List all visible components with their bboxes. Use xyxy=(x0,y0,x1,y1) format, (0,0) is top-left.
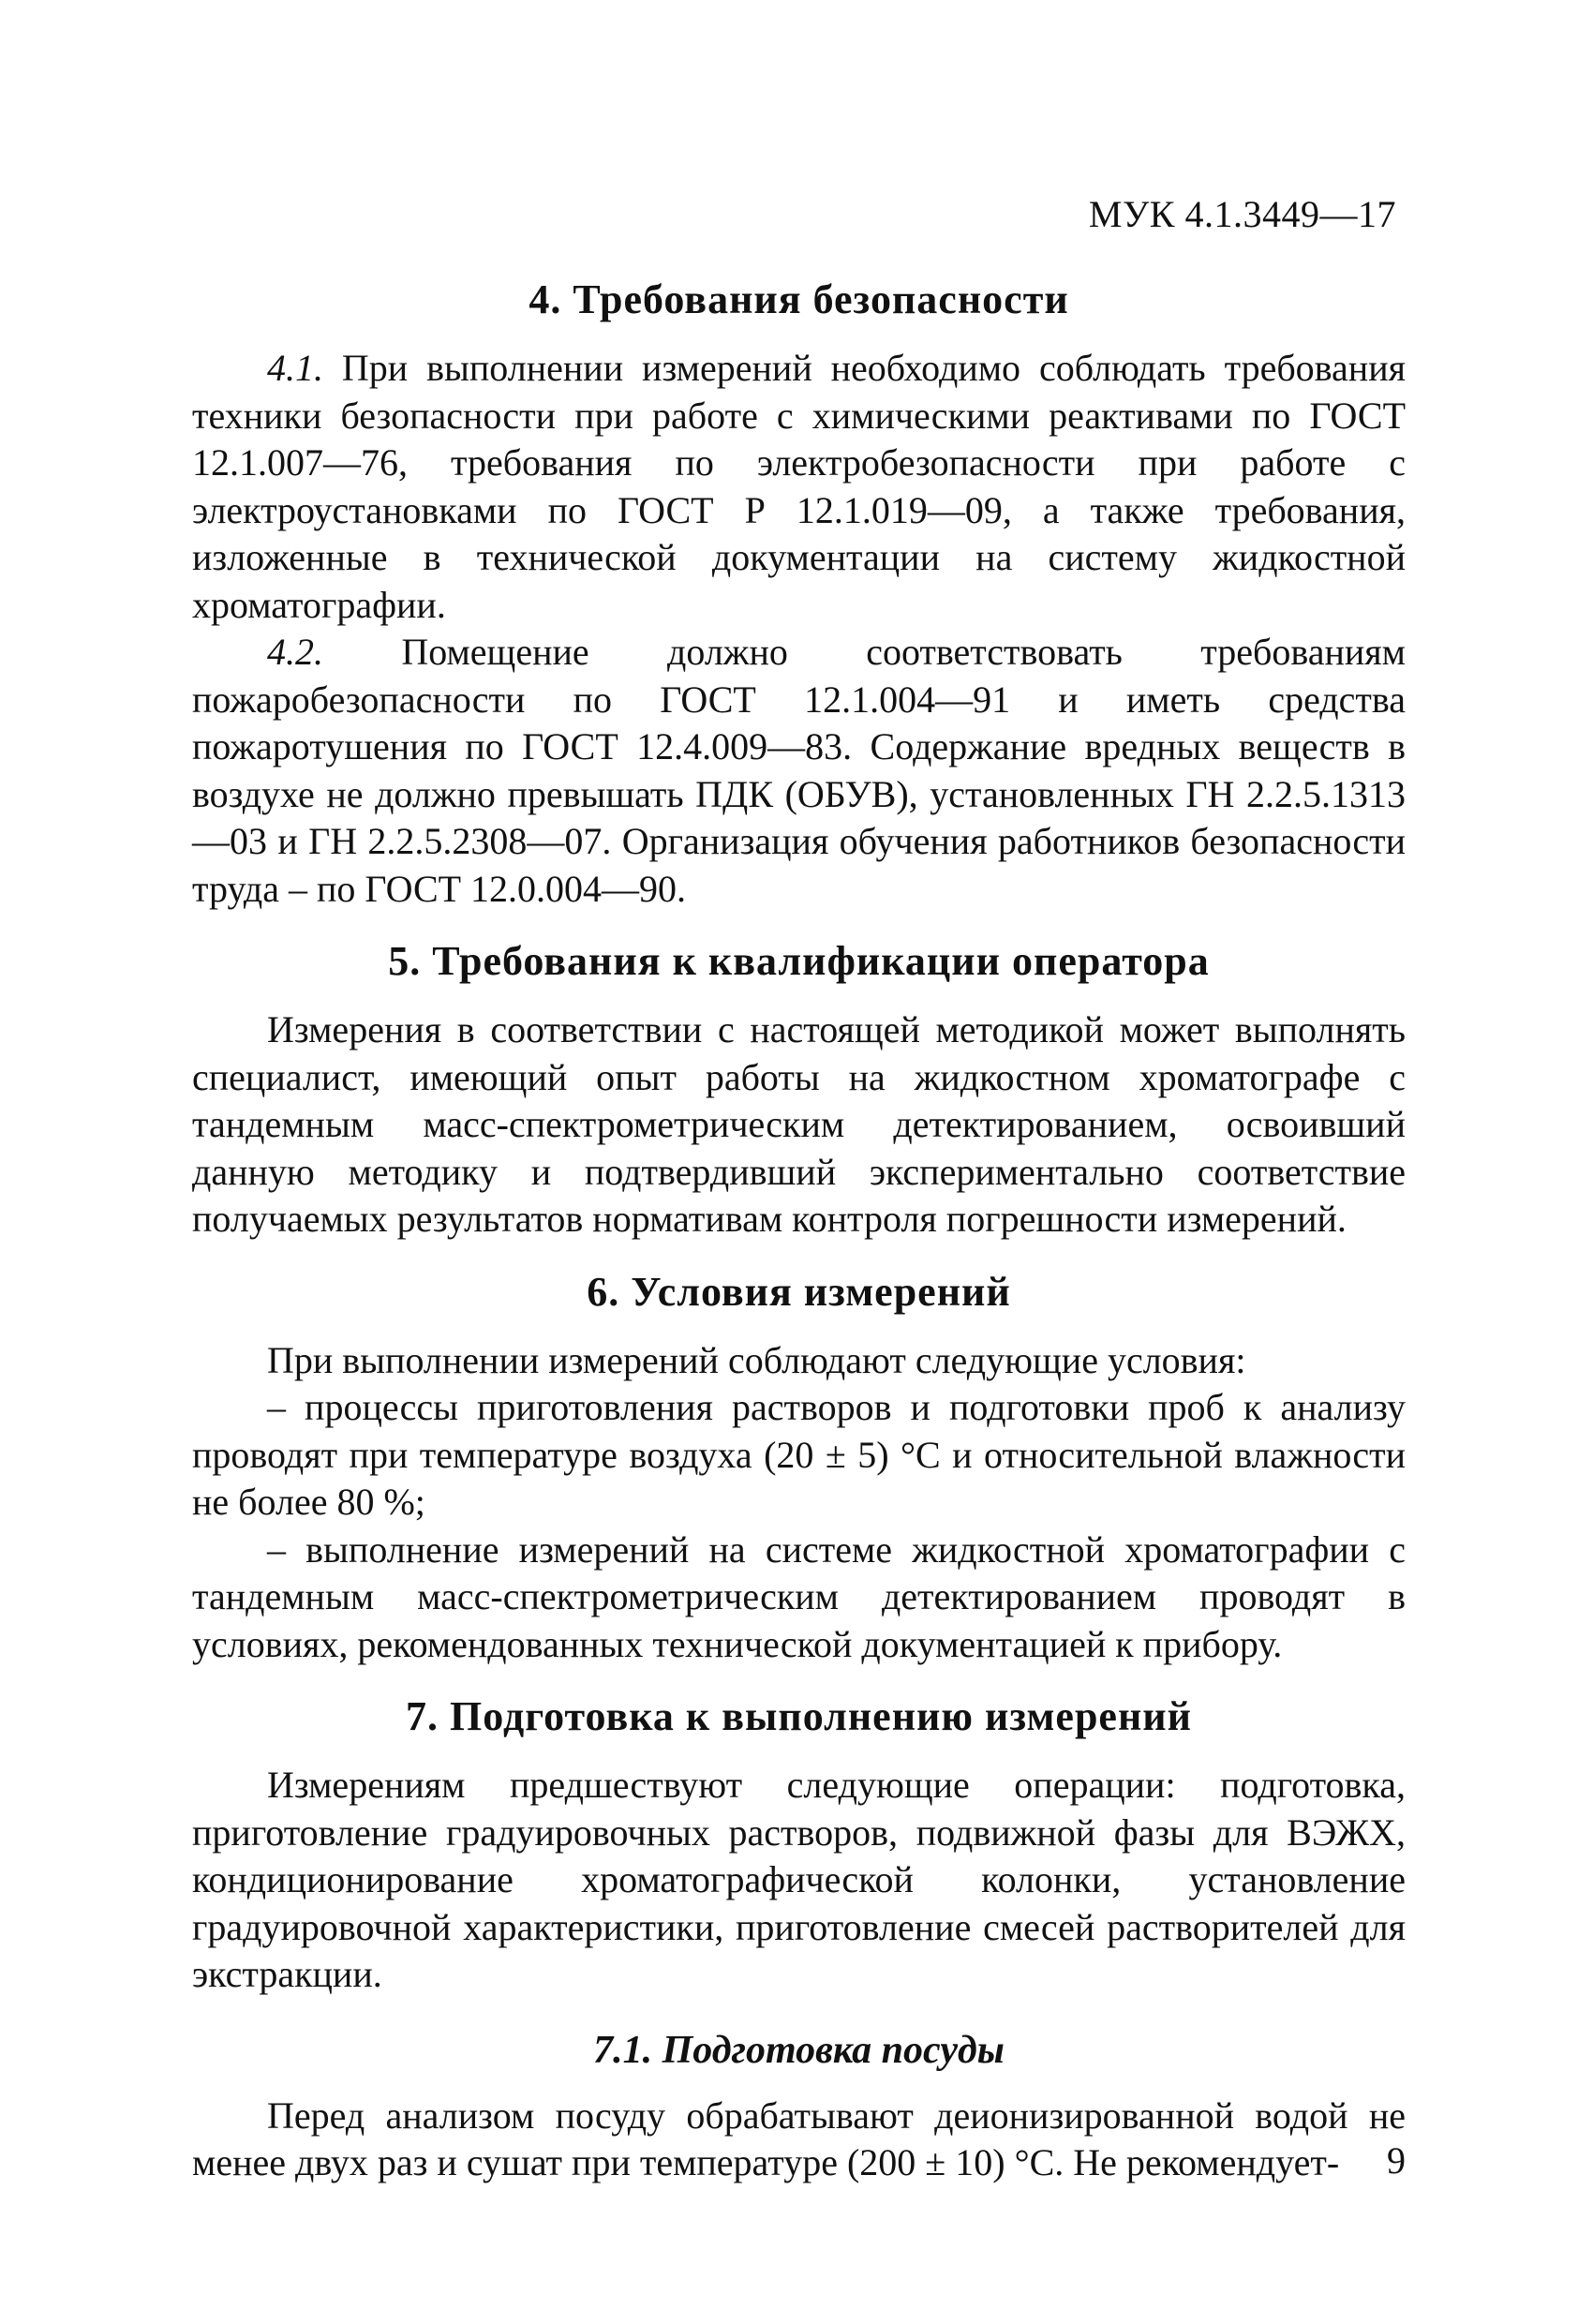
section-7-title: 7. Подготовка к выполнению измерений xyxy=(406,1693,1192,1739)
page-number: 9 xyxy=(1387,2139,1406,2182)
section-6-condition-2: – выполнение измерений на системе жидкостной хроматографии с тандемным масс-спектрометрическим детектированием проводят в условиях, рекомендованных технической документацией к прибору. xyxy=(192,1527,1406,1665)
page-content xyxy=(192,272,1406,2187)
clause-text: При выполнении измерений необходимо соблюдать требования техники безопасности при работе с химическими реактивами по ГОСТ 12.1.007—76, требования по электробезопасности при работе с электроустановками по ГОСТ Р 12.1.019—09, а также требования, изложенные в технической документации на систему жидкостной хроматографии. xyxy=(192,347,1406,626)
section-4-title: 4. Требования безопасности xyxy=(529,276,1069,322)
section-6-title: 6. Условия измерений xyxy=(587,1268,1011,1315)
section-7-1-title: 7.1. Подготовка посуды xyxy=(593,2028,1005,2072)
clause-number: 4.1. xyxy=(267,347,323,389)
section-7-1-paragraph: Перед анализом посуду обрабатывают деионизированной водой не менее двух раз и сушат при температуре (200 ± 10) °С. Не рекомендует- xyxy=(192,2093,1406,2183)
section-6-condition-1: – процессы приготовления растворов и подготовки проб к анализу проводят при температуре воздуха (20 ± 5) °С и относительной влажности не более 80 %; xyxy=(192,1386,1406,1523)
section-5-title: 5. Требования к квалификации оператора xyxy=(388,938,1210,984)
section-4-1-paragraph xyxy=(192,345,1406,629)
clause-number: 4.2. xyxy=(267,631,323,673)
document-code-header: МУК 4.1.3449—17 xyxy=(1088,193,1396,235)
clause-text: Помещение должно соответствовать требованиям пожаробезопасности по ГОСТ 12.1.004—91 и иметь средства пожаротушения по ГОСТ 12.4.009—83. Содержание вредных веществ в воздухе не должно превышать ПДК (ОБУВ), установленных ГН 2.2.5.1313—03 и ГН 2.2.5.2308—07. Организация обучения работников безопасности труда – по ГОСТ 12.0.004—90. xyxy=(192,631,1406,910)
section-4-2-paragraph xyxy=(192,629,1406,913)
section-7-paragraph: Измерениям предшествуют следующие операции: подготовка, приготовление градуировочных растворов, подвижной фазы для ВЭЖХ, кондиционирование хроматографической колонки, установление градуировочной характеристики, приготовление смесей растворителей для экстракции. xyxy=(192,1764,1406,1995)
section-6-intro-paragraph: При выполнении измерений соблюдают следующие условия: xyxy=(267,1338,1246,1381)
section-5-paragraph: Измерения в соответствии с настоящей методикой может выполнять специалист, имеющий опыт работы на жидкостном хроматографе с тандемным масс-спектрометрическим детектированием, освоивший данную методику и подтвердивший экспериментально соответствие получаемых результатов нормативам контроля погрешности измерений. xyxy=(192,1008,1406,1240)
